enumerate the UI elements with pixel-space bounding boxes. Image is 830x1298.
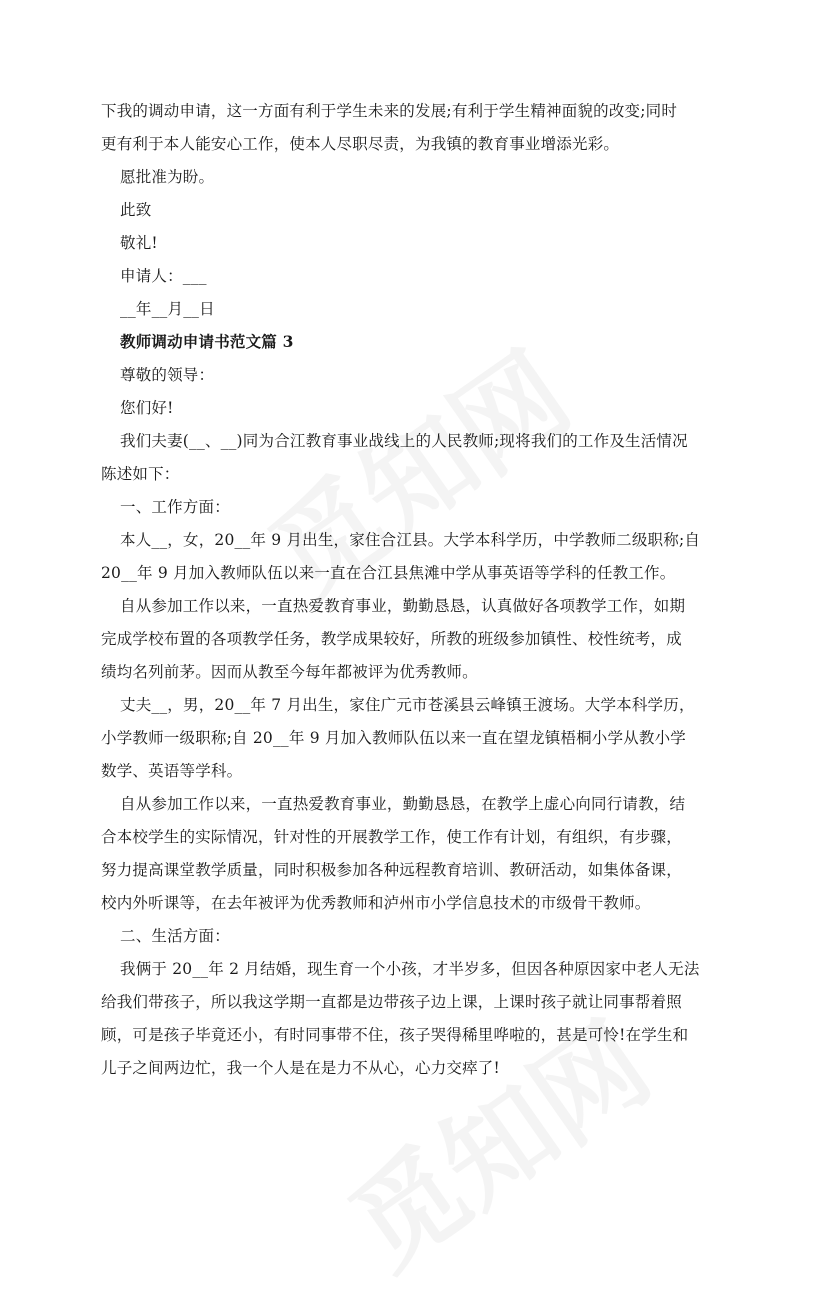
text-line-30: 儿子之间两边忙，我一个人是在是力不从心，心力交瘁了! (101, 1059, 500, 1077)
text-line-1: 下我的调动申请，这一方面有利于学生未来的发展;有利于学生精神面貌的改变;同时 (101, 102, 678, 120)
applicant-line: 申请人：___ (120, 267, 207, 285)
text-line-2: 更有利于本人能安心工作，使本人尽职尽责，为我镇的教育事业增添光彩。 (101, 135, 620, 153)
text-line-21: 数学、英语等学科。 (101, 762, 243, 780)
text-line-10: 您们好! (120, 399, 174, 417)
text-line-22: 自从参加工作以来，一直热爱教育事业，勤勤恳恳，在教学上虚心向同行请教，结 (120, 795, 686, 813)
text-line-18: 绩均名列前茅。因而从教至今每年都被评为优秀教师。 (101, 663, 478, 681)
text-line-20: 小学教师一级职称;自 20__年 9 月加入教师队伍以来一直在望龙镇梧桐小学从教小学 (101, 729, 686, 747)
text-line-25: 校内外听课等，在去年被评为优秀教师和泸州市小学信息技术的市级骨干教师。 (101, 894, 651, 912)
date-line: __年__月__日 (120, 300, 215, 318)
text-line-16: 自从参加工作以来，一直热爱教育事业，勤勤恳恳，认真做好各项教学工作，如期 (120, 597, 686, 615)
subheading-work: 一、工作方面： (120, 498, 230, 516)
text-line-3: 愿批准为盼。 (120, 168, 215, 186)
text-line-12: 陈述如下： (101, 465, 180, 483)
text-line-14: 本人__，女，20__年 9 月出生，家住合江县。大学本科学历，中学教师二级职称;自 (120, 531, 701, 549)
text-line-27: 我俩于 20__年 2 月结婚，现生育一个小孩，才半岁多，但因各种原因家中老人无法 (120, 960, 700, 978)
text-line-4: 此致 (120, 201, 152, 219)
text-line-28: 给我们带孩子，所以我这学期一直都是边带孩子边上课，上课时孩子就让同事帮着照 (101, 993, 682, 1011)
greeting-line: 尊敬的领导： (120, 366, 215, 384)
text-line-23: 合本校学生的实际情况，针对性的开展教学工作，使工作有计划，有组织，有步骤， (101, 828, 682, 846)
text-line-29: 顾，可是孩子毕竟还小，有时同事带不住，孩子哭得稀里哗啦的，甚是可怜!在学生和 (101, 1026, 689, 1044)
subheading-life: 二、生活方面： (120, 927, 230, 945)
text-line-17: 完成学校布置的各项教学任务，教学成果较好，所教的班级参加镇性、校性统考，成 (101, 630, 682, 648)
section-heading: 教师调动申请书范文篇 3 (120, 332, 294, 351)
text-line-19: 丈夫__，男，20__年 7 月出生，家住广元市苍溪县云峰镇王渡场。大学本科学历， (120, 696, 695, 714)
text-line-24: 努力提高课堂教学质量，同时积极参加各种远程教育培训、教研活动，如集体备课， (101, 861, 682, 879)
text-line-5: 敬礼! (120, 234, 158, 252)
text-line-11: 我们夫妻(__、__)同为合江教育事业战线上的人民教师;现将我们的工作及生活情况 (120, 432, 688, 450)
text-line-15: 20__年 9 月加入教师队伍以来一直在合江县焦滩中学从事英语等学科的任教工作。 (101, 564, 676, 582)
